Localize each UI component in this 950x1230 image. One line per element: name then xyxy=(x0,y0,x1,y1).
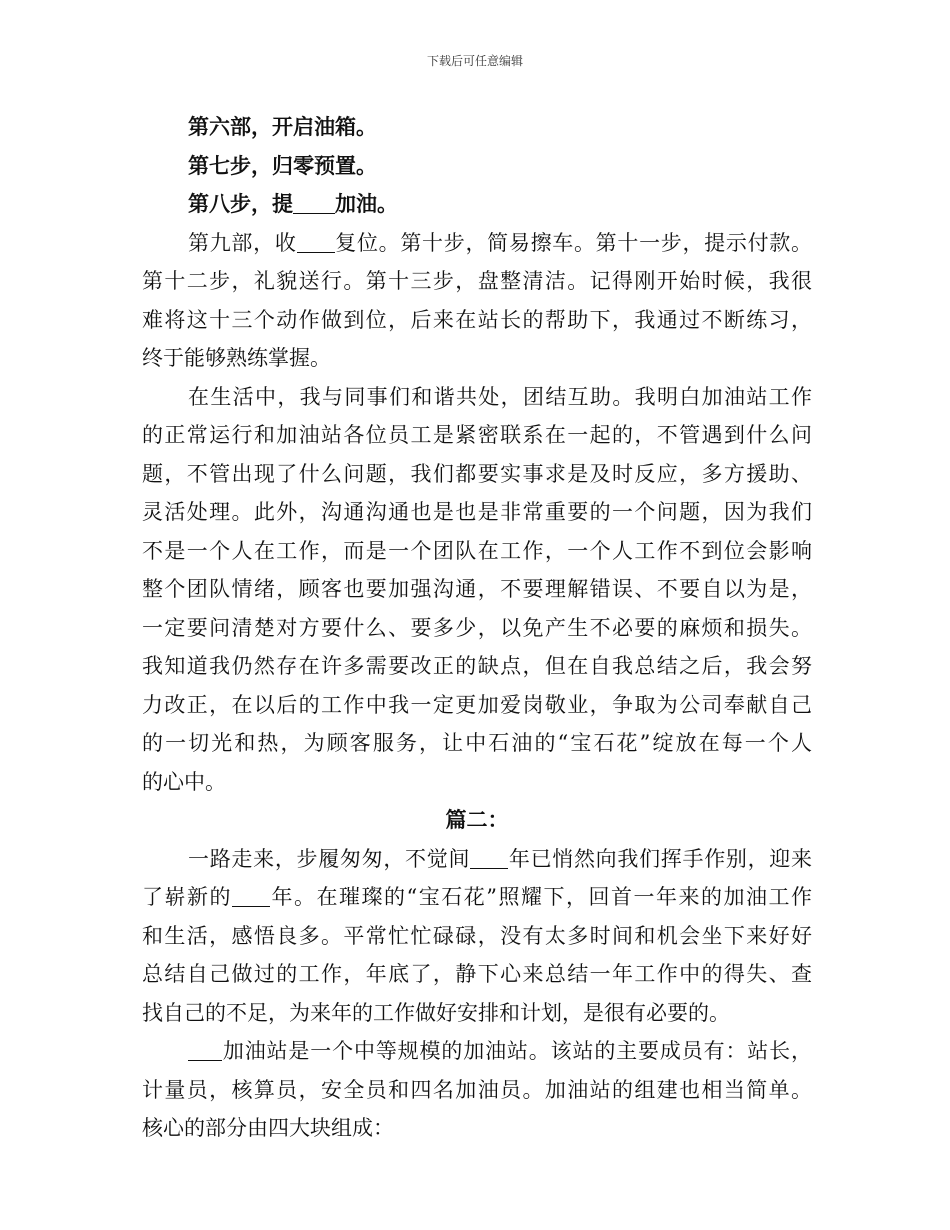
para1-line2: 第十二步，礼貌送行。第十三步，盘整清洁。记得刚开始时候，我很 xyxy=(142,269,812,293)
step-six: 第六部，开启油箱。 xyxy=(188,114,377,139)
para3-line2: 了崭新的 年。在璀璨的“宝石花”照耀下，回首一年来的加油工作 xyxy=(142,885,812,909)
para3-line1: 一路走来，步履匆匆，不觉间 年已悄然向我们挥手作别，迎来 xyxy=(188,846,813,871)
para3-line5: 找自己的不足，为来年的工作做好安排和计划，是很有必要的。 xyxy=(142,1000,730,1025)
blank-line xyxy=(293,191,335,214)
para4-line2: 计量员，核算员，安全员和四名加油员。加油站的组建也相当简单。 xyxy=(142,1077,812,1102)
blank-line xyxy=(297,230,335,253)
page-header: 下载后可任意编辑 xyxy=(426,54,523,68)
blank-line xyxy=(232,884,270,907)
para2-line1: 在生活中，我与同事们和谐共处，团结互助。我明白加油站工作 xyxy=(188,384,812,409)
para4-line3: 核心的部分由四大块组成： xyxy=(142,1116,394,1140)
para4-line1: 加油站是一个中等规模的加油站。该站的主要成员有：站长， xyxy=(142,1032,812,1071)
para1-line1: 第九部，收 复位。第十步，简易擦车。第十一步，提示付款。 xyxy=(188,230,813,255)
para2-line8: 我知道我仍然存在许多需要改正的缺点，但在自我总结之后，我会努 xyxy=(142,654,812,678)
section-title: 篇二： xyxy=(445,807,509,832)
blank-line xyxy=(470,846,508,869)
para2-line11: 的心中。 xyxy=(142,769,226,794)
step-eight: 第八步，提 加油。 xyxy=(188,191,398,216)
para2-line6: 整个团队情绪，顾客也要加强沟通，不要理解错误、不要自以为是， xyxy=(142,577,812,601)
blank-line xyxy=(188,1038,222,1061)
para2-line9: 力改正，在以后的工作中我一定更加爱岗敬业，争取为公司奉献自己 xyxy=(142,692,812,717)
step-seven: 第七步，归零预置。 xyxy=(188,152,377,178)
para2-line2: 的正常运行和加油站各位员工是紧密联系在一起的，不管遇到什么问 xyxy=(142,423,812,447)
para2-line5: 不是一个人在工作，而是一个团队在工作，一个人工作不到位会影响 xyxy=(142,538,812,563)
para3-line4: 总结自己做过的工作，年底了，静下心来总结一年工作中的得失、查 xyxy=(142,962,812,986)
document-body xyxy=(142,108,812,1148)
para2-line7: 一定要问清楚对方要什么、要多少，以免产生不必要的麻烦和损失。 xyxy=(142,615,812,640)
para2-line10: 的一切光和热，为顾客服务，让中石油的“宝石花”绽放在每一个人 xyxy=(142,731,812,755)
para1-line4: 终于能够熟练掌握。 xyxy=(142,346,331,370)
para3-line3: 和生活，感悟良多。平常忙忙碌碌，没有太多时间和机会坐下来好好 xyxy=(142,923,812,948)
para1-line3: 难将这十三个动作做到位，后来在站长的帮助下，我通过不断练习， xyxy=(142,307,812,332)
para2-line3: 题，不管出现了什么问题，我们都要实事求是及时反应，多方援助、 xyxy=(142,461,812,486)
para2-line4: 灵活处理。此外，沟通沟通也是也是非常重要的一个问题，因为我们 xyxy=(142,500,812,524)
